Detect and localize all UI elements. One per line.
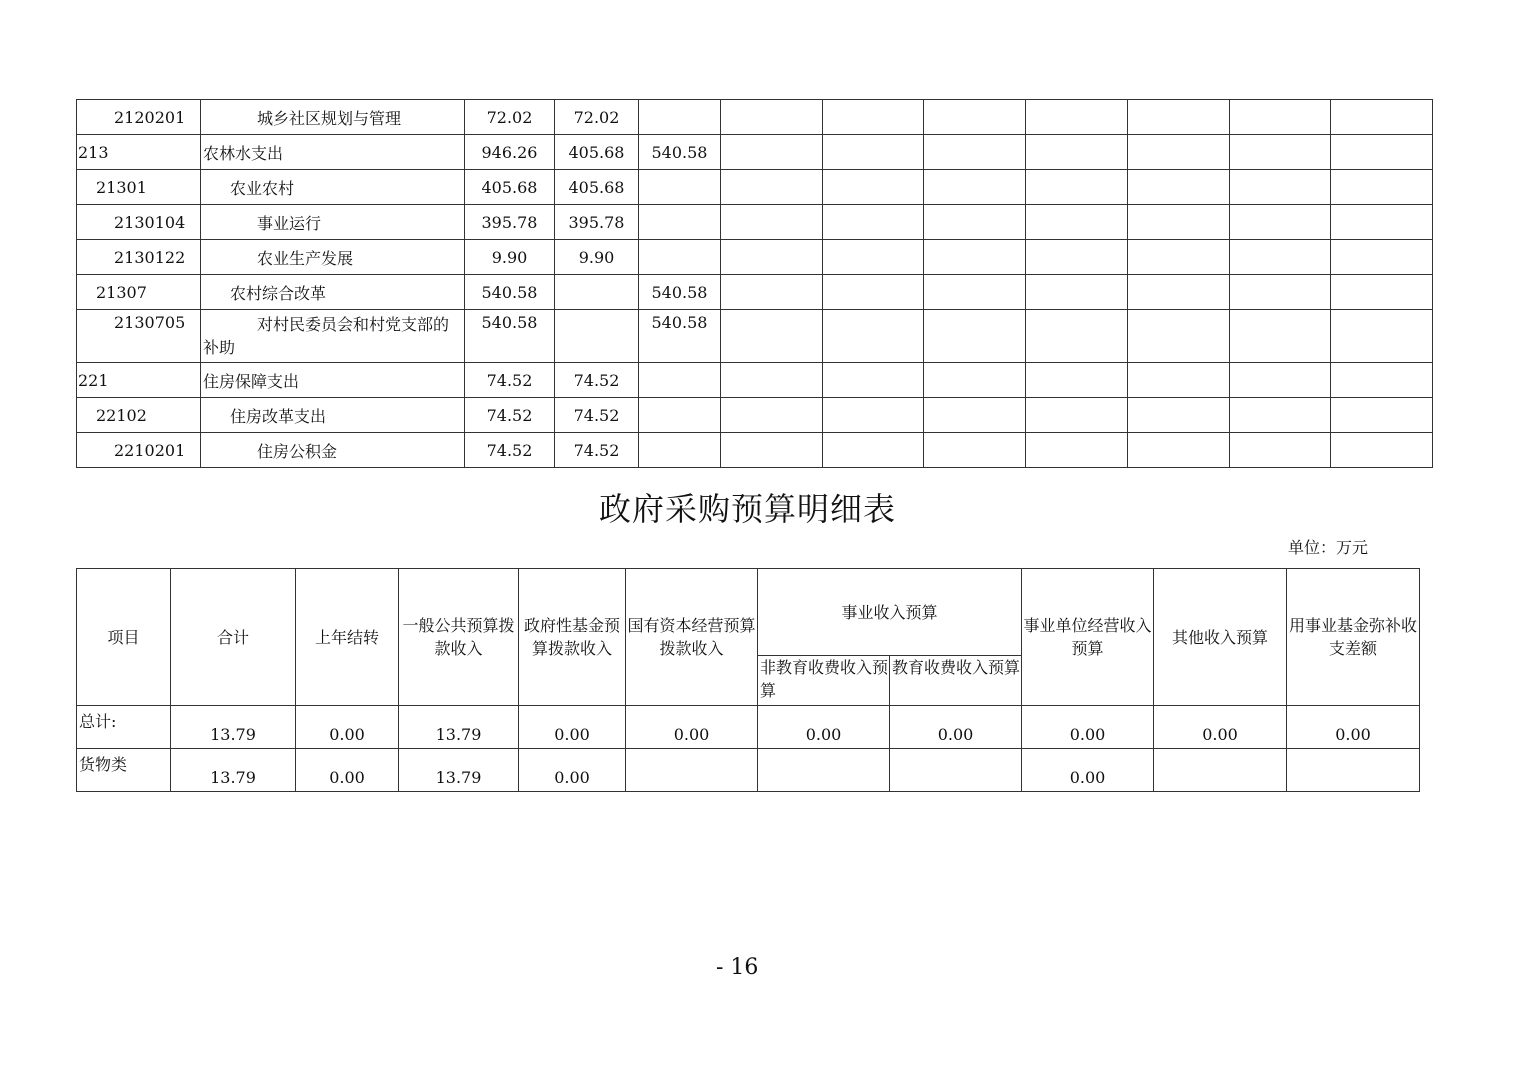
cell-empty xyxy=(721,310,823,363)
cell-carryover: 0.00 xyxy=(296,706,399,749)
cell-empty xyxy=(1128,100,1230,135)
row-code: 21307 xyxy=(77,275,201,310)
header-gov-fund: 政府性基金预算拨款收入 xyxy=(519,569,626,706)
cell-empty xyxy=(1026,135,1128,170)
cell-total: 540.58 xyxy=(465,310,555,363)
cell-project xyxy=(639,433,721,468)
table-row xyxy=(77,100,1433,135)
cell-operating-income: 0.00 xyxy=(1022,706,1154,749)
cell-empty xyxy=(924,363,1026,398)
cell-total: 74.52 xyxy=(465,363,555,398)
cell-total: 74.52 xyxy=(465,433,555,468)
procurement-budget-table xyxy=(76,568,1420,792)
cell-state-capital: 0.00 xyxy=(626,706,758,749)
cell-empty xyxy=(823,275,924,310)
cell-empty xyxy=(823,240,924,275)
cell-empty xyxy=(823,205,924,240)
cell-empty xyxy=(1230,100,1331,135)
cell-empty xyxy=(721,205,823,240)
row-name: 农林水支出 xyxy=(201,135,465,170)
header-carryover: 上年结转 xyxy=(296,569,399,706)
cell-empty xyxy=(1230,363,1331,398)
cell-empty xyxy=(1331,135,1433,170)
cell-total: 13.79 xyxy=(171,706,296,749)
cell-basic xyxy=(555,310,639,363)
cell-empty xyxy=(1128,310,1230,363)
cell-gov-fund: 0.00 xyxy=(519,749,626,792)
row-code: 2130705 xyxy=(77,310,201,363)
cell-empty xyxy=(924,240,1026,275)
cell-empty xyxy=(924,310,1026,363)
header-general-budget: 一般公共预算拨款收入 xyxy=(399,569,519,706)
row-label: 货物类 xyxy=(77,749,171,792)
row-code: 2130104 xyxy=(77,205,201,240)
cell-empty xyxy=(1230,170,1331,205)
cell-project xyxy=(639,363,721,398)
header-fund-balance: 用事业基金弥补收支差额 xyxy=(1287,569,1420,706)
cell-project: 540.58 xyxy=(639,135,721,170)
cell-non-edu-fee xyxy=(758,749,890,792)
row-name: 农业农村 xyxy=(201,170,465,205)
cell-empty xyxy=(721,363,823,398)
cell-empty xyxy=(924,275,1026,310)
cell-fund-balance xyxy=(1287,749,1420,792)
cell-edu-fee: 0.00 xyxy=(890,706,1022,749)
cell-empty xyxy=(721,135,823,170)
cell-empty xyxy=(721,433,823,468)
cell-total: 405.68 xyxy=(465,170,555,205)
cell-empty xyxy=(1331,170,1433,205)
cell-other-income xyxy=(1154,749,1287,792)
cell-empty xyxy=(721,170,823,205)
row-code: 2210201 xyxy=(77,433,201,468)
cell-other-income: 0.00 xyxy=(1154,706,1287,749)
cell-empty xyxy=(1128,363,1230,398)
cell-empty xyxy=(1128,135,1230,170)
cell-empty xyxy=(924,205,1026,240)
table-row xyxy=(77,706,1420,749)
cell-general-budget: 13.79 xyxy=(399,749,519,792)
cell-basic: 74.52 xyxy=(555,433,639,468)
cell-empty xyxy=(1026,398,1128,433)
cell-basic: 405.68 xyxy=(555,135,639,170)
cell-basic: 72.02 xyxy=(555,100,639,135)
table-row xyxy=(77,205,1433,240)
cell-empty xyxy=(924,398,1026,433)
cell-empty xyxy=(924,135,1026,170)
row-name: 城乡社区规划与管理 xyxy=(201,100,465,135)
row-code: 221 xyxy=(77,363,201,398)
cell-basic: 395.78 xyxy=(555,205,639,240)
table-row xyxy=(77,240,1433,275)
cell-project xyxy=(639,170,721,205)
cell-empty xyxy=(1230,433,1331,468)
cell-general-budget: 13.79 xyxy=(399,706,519,749)
cell-empty xyxy=(1128,433,1230,468)
cell-empty xyxy=(924,100,1026,135)
cell-project xyxy=(639,240,721,275)
unit-label: 单位：万元 xyxy=(1288,538,1369,557)
row-code: 2120201 xyxy=(77,100,201,135)
cell-empty xyxy=(1230,398,1331,433)
cell-empty xyxy=(1230,205,1331,240)
cell-total: 74.52 xyxy=(465,398,555,433)
cell-empty xyxy=(1230,135,1331,170)
cell-project xyxy=(639,398,721,433)
cell-fund-balance: 0.00 xyxy=(1287,706,1420,749)
cell-empty xyxy=(1331,240,1433,275)
cell-empty xyxy=(1128,398,1230,433)
cell-total: 72.02 xyxy=(465,100,555,135)
cell-empty xyxy=(1331,275,1433,310)
cell-basic: 74.52 xyxy=(555,398,639,433)
cell-empty xyxy=(1026,205,1128,240)
cell-empty xyxy=(1026,363,1128,398)
cell-empty xyxy=(721,100,823,135)
cell-total: 9.90 xyxy=(465,240,555,275)
row-name: 农村综合改革 xyxy=(201,275,465,310)
header-total: 合计 xyxy=(171,569,296,706)
table-row xyxy=(77,433,1433,468)
row-name: 农业生产发展 xyxy=(201,240,465,275)
row-name: 事业运行 xyxy=(201,205,465,240)
cell-basic: 74.52 xyxy=(555,363,639,398)
cell-non-edu-fee: 0.00 xyxy=(758,706,890,749)
cell-empty xyxy=(1026,433,1128,468)
cell-total: 395.78 xyxy=(465,205,555,240)
cell-empty xyxy=(1230,275,1331,310)
table-row xyxy=(77,310,1433,363)
row-code: 2130122 xyxy=(77,240,201,275)
cell-empty xyxy=(924,433,1026,468)
cell-empty xyxy=(1331,398,1433,433)
header-state-capital: 国有资本经营预算拨款收入 xyxy=(626,569,758,706)
expenditure-continuation-table xyxy=(76,99,1433,468)
cell-total: 540.58 xyxy=(465,275,555,310)
row-name: 对村民委员会和村党支部的补助 xyxy=(201,310,465,363)
cell-empty xyxy=(721,240,823,275)
cell-empty xyxy=(1331,205,1433,240)
cell-empty xyxy=(1128,240,1230,275)
cell-project: 540.58 xyxy=(639,275,721,310)
cell-empty xyxy=(1331,363,1433,398)
cell-empty xyxy=(823,433,924,468)
cell-empty xyxy=(1026,100,1128,135)
cell-empty xyxy=(721,398,823,433)
cell-empty xyxy=(823,310,924,363)
table-row xyxy=(77,170,1433,205)
cell-total: 13.79 xyxy=(171,749,296,792)
cell-gov-fund: 0.00 xyxy=(519,706,626,749)
cell-empty xyxy=(1230,240,1331,275)
cell-empty xyxy=(1026,275,1128,310)
cell-empty xyxy=(1331,310,1433,363)
table-row xyxy=(77,135,1433,170)
cell-project: 540.58 xyxy=(639,310,721,363)
page-number: - 16 xyxy=(716,955,759,980)
cell-empty xyxy=(924,170,1026,205)
header-business-income: 事业收入预算 xyxy=(758,569,1022,656)
cell-state-capital xyxy=(626,749,758,792)
cell-edu-fee xyxy=(890,749,1022,792)
cell-empty xyxy=(823,170,924,205)
cell-empty xyxy=(1230,310,1331,363)
cell-basic: 405.68 xyxy=(555,170,639,205)
row-name: 住房改革支出 xyxy=(201,398,465,433)
cell-empty xyxy=(1128,275,1230,310)
row-name: 住房公积金 xyxy=(201,433,465,468)
row-code: 22102 xyxy=(77,398,201,433)
row-code: 21301 xyxy=(77,170,201,205)
cell-project xyxy=(639,205,721,240)
cell-empty xyxy=(1128,170,1230,205)
cell-empty xyxy=(823,398,924,433)
row-label: 总计: xyxy=(77,706,171,749)
cell-empty xyxy=(823,100,924,135)
header-operating-income: 事业单位经营收入预算 xyxy=(1022,569,1154,706)
table-row xyxy=(77,363,1433,398)
cell-empty xyxy=(823,135,924,170)
row-name: 住房保障支出 xyxy=(201,363,465,398)
cell-operating-income: 0.00 xyxy=(1022,749,1154,792)
cell-empty xyxy=(823,363,924,398)
cell-empty xyxy=(721,275,823,310)
table-row xyxy=(77,275,1433,310)
table-row xyxy=(77,749,1420,792)
procurement-table-title: 政府采购预算明细表 xyxy=(598,490,896,528)
cell-basic xyxy=(555,275,639,310)
row-code: 213 xyxy=(77,135,201,170)
cell-empty xyxy=(1026,240,1128,275)
cell-empty xyxy=(1128,205,1230,240)
cell-empty xyxy=(1026,310,1128,363)
cell-carryover: 0.00 xyxy=(296,749,399,792)
table-row xyxy=(77,398,1433,433)
cell-total: 946.26 xyxy=(465,135,555,170)
cell-empty xyxy=(1331,100,1433,135)
cell-empty xyxy=(1331,433,1433,468)
cell-project xyxy=(639,100,721,135)
header-item: 项目 xyxy=(77,569,171,706)
cell-basic: 9.90 xyxy=(555,240,639,275)
header-edu-fee: 教育收费收入预算 xyxy=(890,656,1022,706)
cell-empty xyxy=(1026,170,1128,205)
header-other-income: 其他收入预算 xyxy=(1154,569,1287,706)
header-non-edu-fee: 非教育收费收入预算 xyxy=(758,656,890,706)
